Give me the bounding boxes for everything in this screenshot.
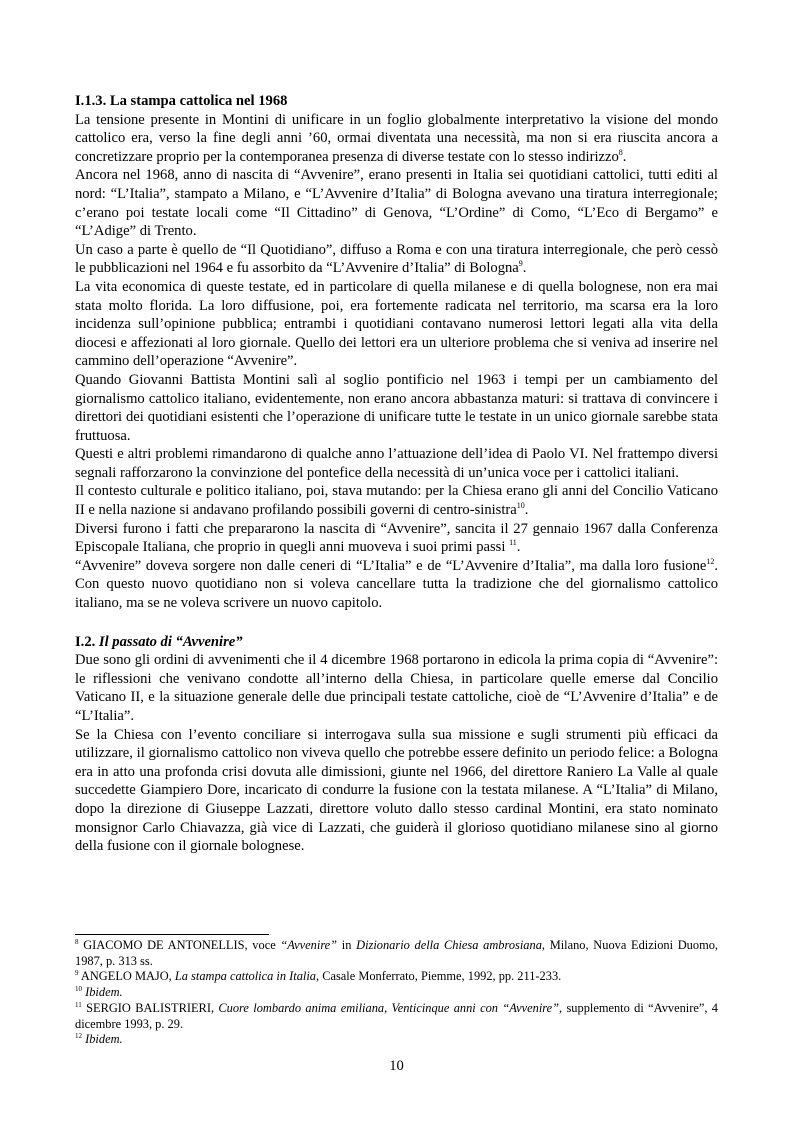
footnote-marker: 12 — [706, 556, 715, 566]
paragraph: Se la Chiesa con l’evento conciliare si interrogava sulla sua missione e sugli strumenti più efficaci da utilizzare, il giornalismo cattolico non viveva quello che potrebbe essere definito un periodo felice: a Bologna era in atto una profonda crisi dovuta alle dimissioni, giunte nel 1966, del direttore Raniero La Valle al quale succedette Giampiero Dore, incaricato di condurre la fusione con la testata milanese. A “L’Italia” di Milano, dopo la direzione di Giuseppe Lazzati, direttore voluto dallo stesso cardinal Montini, era stato nominato monsignor Carlo Chiavazza, già vice di Lazzati, che guiderà il glorioso quotidiano milanese sino al giorno della fusione con il giornale bolognese. — [75, 726, 718, 855]
footnote — [75, 985, 718, 1001]
section-heading-2-italic: Il passato di “Avvenire” — [98, 633, 243, 650]
paragraph: Il contesto culturale e politico italiano, poi, stava mutando: per la Chiesa erano gli anni del Concilio Vaticano II e nella nazione si andavano profilando possibili governi di centro-sinistra$^{10}$. — [75, 483, 718, 519]
section-heading-2-prefix: I.2. — [75, 633, 99, 650]
paragraph: La vita economica di queste testate, ed in particolare di quella milanese e di quella bolognese, non era mai stata molto florida. La loro diffusione, poi, era fortemente radicata nel territorio, ma scarsa era la loro incidenza sull’opinione pubblica; entrambi i quotidiani contavano numerosi lettori legati alla vita della diocesi e affezionati al loro giornale. Quello dei lettori era un ulteriore problema che si veniva ad inserire nel cammino dell’operazione “Avvenire”. — [75, 278, 718, 370]
paragraph: Due sono gli ordini di avvenimenti che il 4 dicembre 1968 portarono in edicola la prima copia di “Avvenire”: le riflessioni che venivano condotte all’interno della Chiesa, in particolare quelle emerse dal Concilio Vaticano II, e la situazione generale delle due principali testate cattoliche, cioè de “L’Avvenire d’Italia” e de “L’Italia”. — [75, 652, 718, 724]
footnote: $^8$ GIACOMO DE ANTONELLIS, voce “Avvenire” in Dizionario della Chiesa ambrosiana, Milano, Nuova Edizioni Duomo, 1987, p. 313 ss. — [75, 937, 718, 968]
section-2-body — [75, 651, 718, 856]
footnote-marker: 8 — [618, 147, 623, 157]
footnote-italic: La stampa cattolica in Italia — [174, 969, 316, 984]
section-heading-1: I.1.3. La stampa cattolica nel 1968 — [75, 93, 288, 109]
footnote-number: 8 — [75, 937, 79, 946]
paragraph: Ancora nel 1968, anno di nascita di “Avvenire”, erano presenti in Italia sei quotidiani cattolici, tutti editi al nord: “L’Italia”, stampato a Milano, e “L’Avvenire d’Italia” di Bologna avevano una tiratura interregionale; c’erano poi testate locali come “Il Cittadino” di Genova, “L’Ordine” di Como, “L’Eco di Bergamo” e “L’Adige” di Trento. — [75, 167, 718, 240]
paragraph: La tensione presente in Montini di unificare in un foglio globalmente interpretativo la visione del mondo cattolico era, verso la fine degli anni ’60, ormai diventata una necessità, ma non si era riuscita ancora a concretizzare proprio per la contemporanea presenza di diverse testate con lo stesso indirizzo$^8$. — [75, 111, 718, 165]
footnote-number: 10 — [75, 984, 82, 993]
footnote-italic: Dizionario della Chiesa ambrosiana — [356, 938, 542, 952]
footnote-italic: Ibidem. — [85, 1032, 123, 1047]
paragraph: Diversi furono i fatti che prepararono la nascita di “Avvenire”, sancita il 27 gennaio 1967 dalla Conferenza Episcopale Italiana, che proprio in quegli anni muoveva i suoi primi passi $^{11}$. — [75, 520, 718, 556]
footnote — [75, 1032, 718, 1048]
footnote-italic: “Avvenire” — [280, 938, 338, 952]
page-number: 10 — [389, 1058, 404, 1074]
footnote-italic: Ibidem. — [85, 985, 123, 1000]
footnote-number: 11 — [75, 1000, 82, 1009]
footnote-italic: Cuore lombardo anima emiliana, Venticinque anni con “Avvenire” — [218, 1000, 560, 1015]
page-body — [75, 92, 718, 856]
footnote-marker: 10 — [516, 501, 525, 511]
section-heading-2 — [75, 633, 718, 652]
paragraph: Questi e altri problemi rimandarono di qualche anno l’attuazione dell’idea di Paolo VI. Nel frattempo diversi segnali rafforzarono la convinzione del pontefice della necessità di un’unica voce per i cattolici italiani. — [75, 446, 718, 481]
footnote-number: 12 — [75, 1032, 82, 1041]
footnote-marker: 9 — [518, 259, 523, 269]
paragraph: “Avvenire” doveva sorgere non dalle ceneri di “L’Italia” e de “L’Avvenire d’Italia”, ma dalla loro fusione$^{12}$. Con questo nuovo quotidiano non si voleva cancellare tutta la tradizione che del giornalismo cattolico italiano, ma se ne voleva scrivere un nuovo capitolo. — [75, 556, 718, 612]
paragraph: Un caso a parte è quello de “Il Quotidiano”, diffuso a Roma e con una tiratura interregionale, che però cessò le pubblicazioni nel 1964 e fu assorbito da “L’Avvenire d’Italia” di Bologna$^9$. — [75, 241, 718, 277]
footnote-rule — [75, 934, 269, 935]
footnotes — [75, 938, 718, 1048]
footnote: $^{11}$ SERGIO BALISTRIERI, Cuore lombardo anima emiliana, Venticinque anni con “Avvenire”, supplemento di “Avvenire”, 4 dicembre 1993, p. 29. — [75, 1000, 718, 1031]
footnote: $^9$ ANGELO MAJO, La stampa cattolica in Italia, Casale Monferrato, Piemme, 1992, pp. 211-233. — [75, 969, 562, 984]
paragraph: Quando Giovanni Battista Montini salì al soglio pontificio nel 1963 i tempi per un cambiamento del giornalismo cattolico italiano, evidentemente, non erano ancora abbastanza maturi: si trattava di convincere i direttori dei quotidiani esistenti che l’operazione di unificare tutte le testate in un unico giornale sarebbe stata fruttuosa. — [75, 371, 718, 444]
footnote-number: 9 — [75, 969, 79, 978]
section-1-body — [75, 111, 718, 613]
footnote-marker: 11 — [509, 538, 517, 548]
